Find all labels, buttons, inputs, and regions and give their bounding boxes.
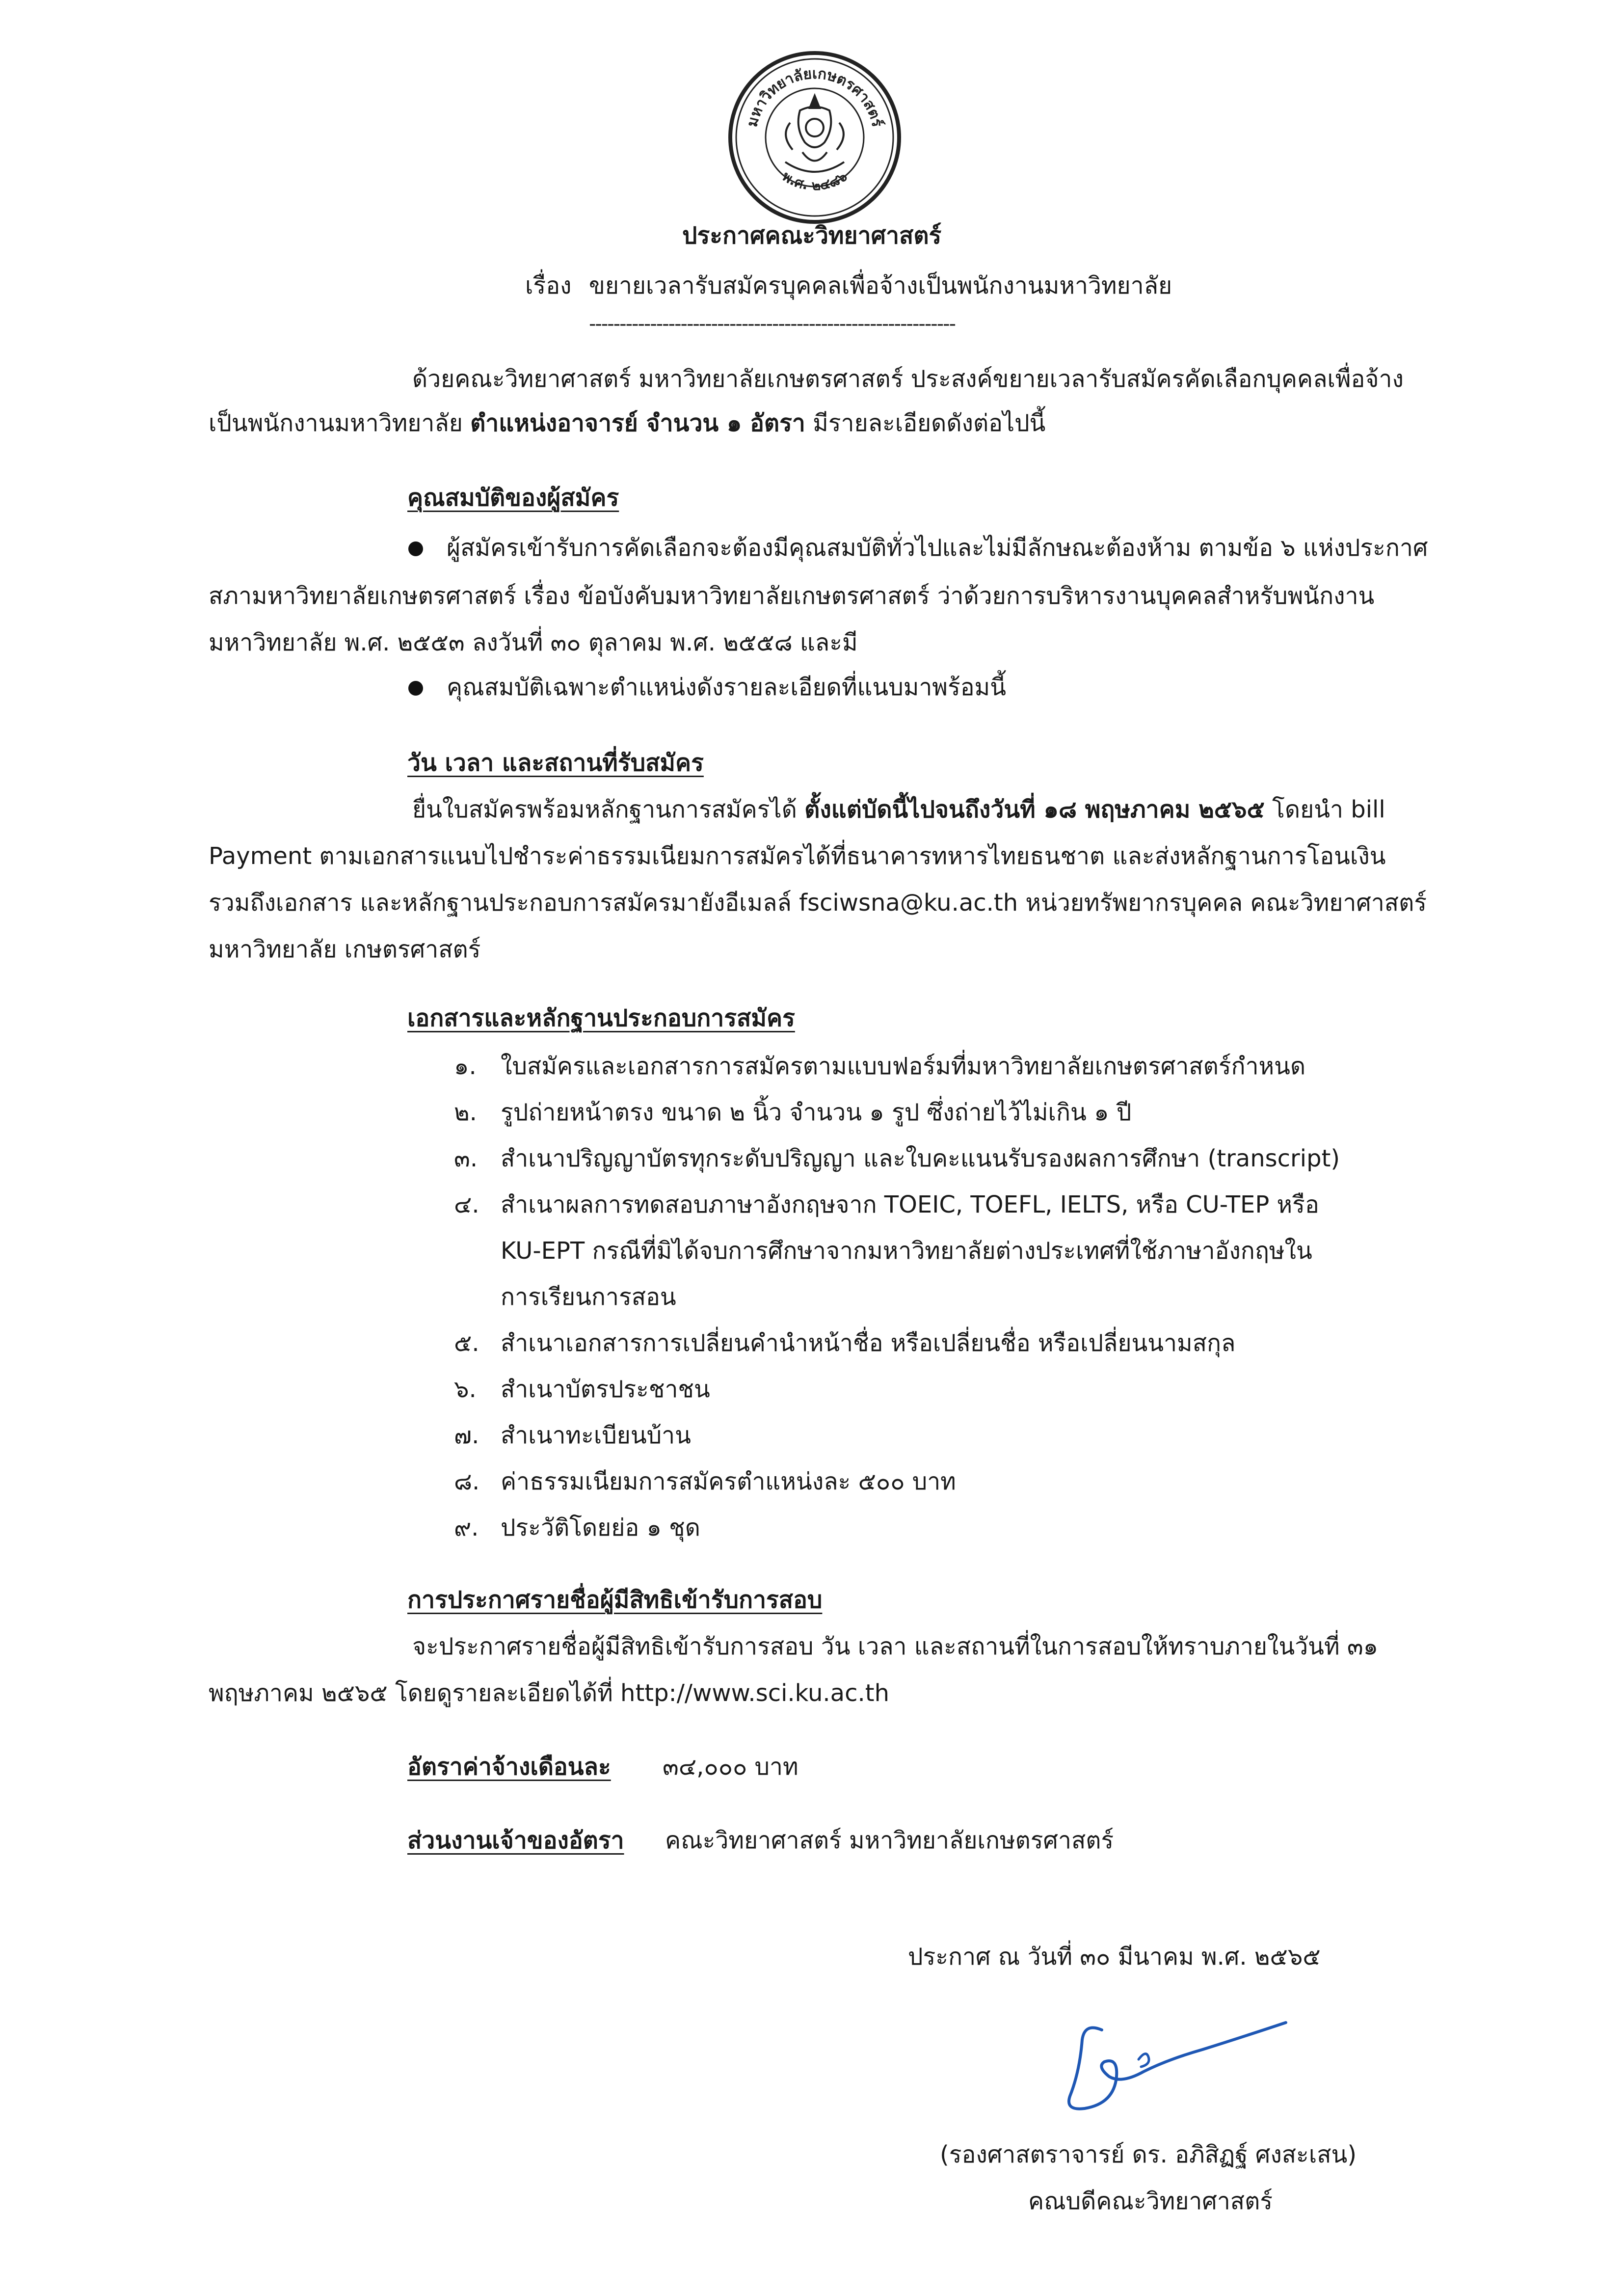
application-text-a: ยื่นใบสมัครพร้อมหลักฐานการสมัครได้ xyxy=(412,796,797,823)
owner-value: คณะวิทยาศาสตร์ มหาวิทยาลัยเกษตรศาสตร์ xyxy=(665,1827,1114,1854)
document-title: ประกาศคณะวิทยาศาสตร์ xyxy=(682,222,942,249)
announcement-heading: การประกาศรายชื่อผู้มีสิทธิเข้ารับการสอบ xyxy=(407,1586,823,1614)
application-line-4: มหาวิทยาลัย เกษตรศาสตร์ xyxy=(209,936,481,963)
document-item-number: ๓. xyxy=(454,1145,478,1172)
seal-text: มหาวิทยาลัยเกษตรศาสตร์ xyxy=(744,65,886,129)
application-text-c: โดยนำ bill xyxy=(1272,796,1385,823)
header-divider: ------------------------------------------------------------ xyxy=(589,313,956,335)
intro-line-1: ด้วยคณะวิทยาศาสตร์ มหาวิทยาลัยเกษตรศาสตร์ ประสงค์ขยายเวลารับสมัครคัดเลือกบุคคลเพื่อจ้าง xyxy=(412,365,1404,393)
application-line-3: รวมถึงเอกสาร และหลักฐานประกอบการสมัครมายังอีเมลล์ fsciwsna@ku.ac.th หน่วยทรัพยากรบุคคล คณะวิทยาศาสตร์ xyxy=(209,889,1427,917)
application-line-2: Payment ตามเอกสารแนบไปชำระค่าธรรมเนียมการสมัครได้ที่ธนาคารทหารไทยธนชาต และส่งหลักฐานการโอนเงิน xyxy=(209,842,1386,870)
document-item-number: ๘. xyxy=(454,1468,480,1495)
owner-label: ส่วนงานเจ้าของอัตรา xyxy=(407,1827,624,1854)
signer-name: (รองศาสตราจารย์ ดร. อภิสิฏฐ์ ศงสะเสน) xyxy=(940,2141,1357,2168)
subject-label: เรื่อง xyxy=(525,272,572,299)
document-item-text: KU-EPT กรณีที่มิได้จบการศึกษาจากมหาวิทยาลัยต่างประเทศที่ใช้ภาษาอังกฤษใน xyxy=(501,1237,1312,1265)
announcement-date: ประกาศ ณ วันที่ ๓๐ มีนาคม พ.ศ. ๒๕๖๕ xyxy=(908,1943,1321,1971)
application-heading: วัน เวลา และสถานที่รับสมัคร xyxy=(407,749,704,777)
document-item-text: ค่าธรรมเนียมการสมัครตำแหน่งละ ๕๐๐ บาท xyxy=(501,1468,956,1495)
announcement-line-2: พฤษภาคม ๒๕๖๕ โดยดูรายละเอียดได้ที่ http://www.sci.ku.ac.th xyxy=(209,1679,889,1707)
subject-text: ขยายเวลารับสมัครบุคคลเพื่อจ้างเป็นพนักงานมหาวิทยาลัย xyxy=(589,272,1172,299)
document-item-text: ประวัติโดยย่อ ๑ ชุด xyxy=(501,1514,700,1541)
announcement-line-1: จะประกาศรายชื่อผู้มีสิทธิเข้ารับการสอบ วัน เวลา และสถานที่ในการสอบให้ทราบภายในวันที่ ๓๑ xyxy=(412,1633,1379,1660)
salary-value: ๓๔,๐๐๐ บาท xyxy=(663,1753,798,1781)
document-item-number: ๒. xyxy=(454,1099,477,1126)
document-item-number: ๗. xyxy=(454,1422,479,1449)
document-item-text: สำเนาปริญญาบัตรทุกระดับปริญญา และใบคะแนนรับรองผลการศึกษา (transcript) xyxy=(501,1145,1340,1172)
qualification-1-line-2: สภามหาวิทยาลัยเกษตรศาสตร์ เรื่อง ข้อบังคับมหาวิทยาลัยเกษตรศาสตร์ ว่าด้วยการบริหารงานบุคคลสำหรับพนักงาน xyxy=(209,582,1375,610)
signature-mark xyxy=(1055,2003,1301,2116)
document-item-text: สำเนาผลการทดสอบภาษาอังกฤษจาก TOEIC, TOEFL, IELTS, หรือ CU-TEP หรือ xyxy=(501,1191,1319,1218)
position-highlight: ตำแหน่งอาจารย์ จำนวน ๑ อัตรา xyxy=(470,409,805,437)
document-item-number: ๖. xyxy=(454,1376,477,1403)
application-line-1 xyxy=(412,798,1385,821)
document-item-text: ใบสมัครและเอกสารการสมัครตามแบบฟอร์มที่มหาวิทยาลัยเกษตรศาสตร์กำหนด xyxy=(501,1053,1306,1080)
qualifications-heading: คุณสมบัติของผู้สมัคร xyxy=(407,484,619,512)
document-item-text: สำเนาบัตรประชาชน xyxy=(501,1376,710,1403)
qualification-1-line-3: มหาวิทยาลัย พ.ศ. ๒๕๕๓ ลงวันที่ ๓๐ ตุลาคม พ.ศ. ๒๕๕๘ และมี xyxy=(209,629,858,656)
bullet-icon xyxy=(408,681,423,696)
document-item-number: ๔. xyxy=(454,1191,479,1218)
document-item-number: ๑. xyxy=(454,1053,477,1080)
document-item-text: รูปถ่ายหน้าตรง ขนาด ๒ นิ้ว จำนวน ๑ รูป ซึ่งถ่ายไว้ไม่เกิน ๑ ปี xyxy=(501,1099,1132,1126)
document-item-number: ๙. xyxy=(454,1514,479,1541)
university-seal-logo xyxy=(726,49,903,226)
intro-text-a: เป็นพนักงานมหาวิทยาลัย xyxy=(209,409,463,437)
document-item-text: การเรียนการสอน xyxy=(501,1283,676,1311)
intro-text-c: มีรายละเอียดดังต่อไปนี้ xyxy=(813,409,1046,437)
qualification-2: คุณสมบัติเฉพาะตำแหน่งดังรายละเอียดที่แนบมาพร้อมนี้ xyxy=(447,674,1006,701)
document-item-text: สำเนาเอกสารการเปลี่ยนคำนำหน้าชื่อ หรือเปลี่ยนชื่อ หรือเปลี่ยนนามสกุล xyxy=(501,1329,1236,1357)
seal-year: พ.ศ. ๒๔๘๖ xyxy=(779,168,851,194)
document-item-text: สำเนาทะเบียนบ้าน xyxy=(501,1422,691,1449)
qualification-1-line-1: ผู้สมัครเข้ารับการคัดเลือกจะต้องมีคุณสมบัติทั่วไปและไม่มีลักษณะต้องห้าม ตามข้อ ๖ แห่งประกาศ xyxy=(447,534,1428,562)
documents-heading: เอกสารและหลักฐานประกอบการสมัคร xyxy=(407,1004,795,1032)
document-item-number: ๕. xyxy=(454,1329,479,1357)
intro-line-2 xyxy=(209,411,1045,435)
bullet-icon xyxy=(408,541,423,556)
application-deadline: ตั้งแต่บัดนี้ไปจนถึงวันที่ ๑๘ พฤษภาคม ๒๕๖๕ xyxy=(804,796,1265,823)
signer-position: คณบดีคณะวิทยาศาสตร์ xyxy=(1028,2188,1273,2215)
salary-label: อัตราค่าจ้างเดือนละ xyxy=(407,1753,611,1781)
